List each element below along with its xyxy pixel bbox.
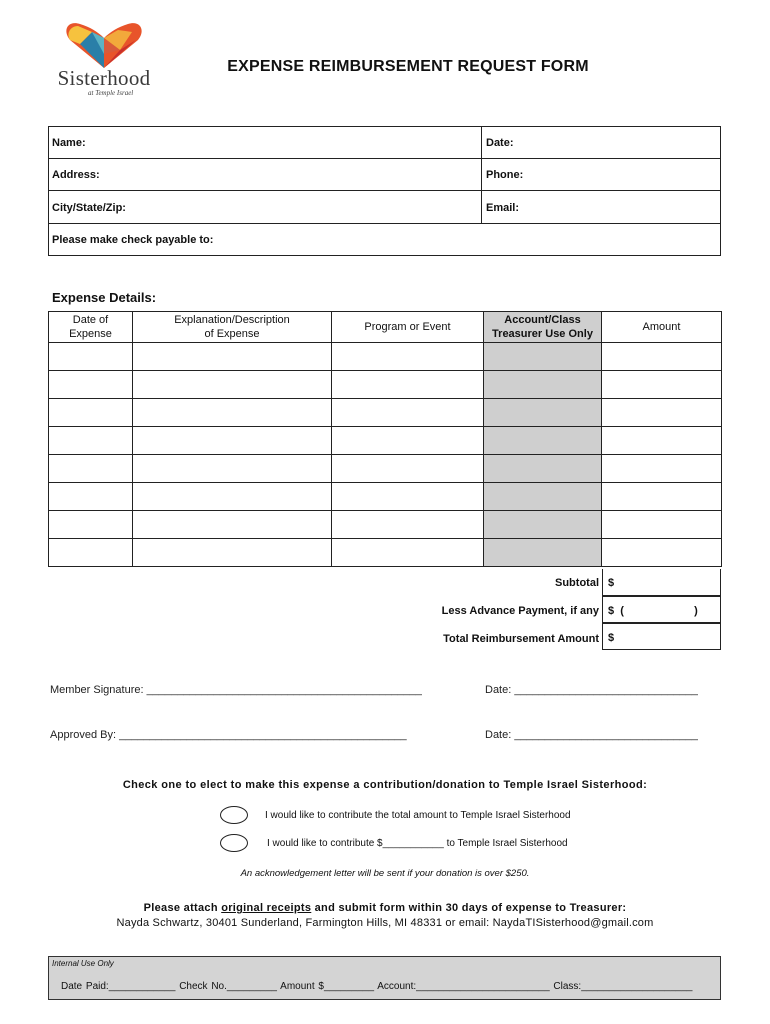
advance-field[interactable] [602,596,721,623]
internal-use-title: Internal Use Only [52,959,114,968]
col-date-header: Date of Expense [49,312,133,343]
table-header-row [49,312,722,343]
subtotal-field[interactable] [602,569,721,596]
table-row[interactable] [49,343,722,371]
name-field[interactable]: Name: [52,137,86,149]
table-row[interactable] [49,371,722,399]
subtotal-dollar: $ [608,577,615,589]
table-row[interactable] [49,427,722,455]
expense-details-heading: Expense Details: [52,290,157,305]
internal-use-box [48,956,721,1000]
table-row[interactable] [49,483,722,511]
table-row[interactable] [49,511,722,539]
col-program-header: Program or Event [332,312,484,343]
advance-label: Less Advance Payment, if any [441,605,599,617]
approved-by-line[interactable]: Approved By: _______________________________________________ [50,729,407,741]
advance-value: $ ( ) [608,605,698,617]
table-row[interactable] [49,399,722,427]
original-receipts-text: original receipts [221,902,312,914]
col-description-header: Explanation/Description of Expense [133,312,332,343]
attach-instructions: Please attach original receipts and submit form within 30 days of expense to Treasurer: [143,902,627,914]
email-field[interactable]: Email: [486,202,520,214]
donation-heading: Check one to elect to make this expense a contribution/donation to Temple Israel Sisterhood: [122,779,648,791]
date-field[interactable]: Date: [486,137,514,149]
acknowledgement-note: An acknowledgement letter will be sent if your donation is over $250. [240,868,530,879]
internal-use-fields[interactable]: Date Paid:____________ Check No._________ Amount $_________ Account:________________________ Class:____________________ [61,981,693,992]
info-row-city [49,192,720,224]
contribute-total-radio[interactable] [220,806,248,824]
applicant-info-box [48,126,721,256]
total-dollar: $ [608,632,615,644]
member-date-line[interactable]: Date: ______________________________ [485,684,698,696]
contribute-amount-radio[interactable] [220,834,248,852]
info-row-name [49,127,720,159]
table-row[interactable] [49,539,722,567]
info-row-payable [49,224,720,256]
treasurer-contact: Nayda Schwartz, 30401 Sunderland, Farmington Hills, MI 48331 or email: NaydaTISisterhood@gmail.com [116,917,654,929]
info-row-address [49,159,720,191]
payable-to-field[interactable]: Please make check payable to: [52,234,214,246]
total-label: Total Reimbursement Amount [443,633,599,645]
member-signature-line[interactable]: Member Signature: _____________________________________________ [50,684,422,696]
subtotal-label: Subtotal [555,577,599,589]
phone-field[interactable]: Phone: [486,169,524,181]
contribute-total-label: I would like to contribute the total amount to Temple Israel Sisterhood [265,810,571,821]
col-amount-header: Amount [602,312,722,343]
logo-subtitle: at Temple Israel [88,89,134,97]
page-title: EXPENSE REIMBURSEMENT REQUEST FORM [227,58,589,75]
city-state-zip-field[interactable]: City/State/Zip: [52,202,126,214]
address-field[interactable]: Address: [52,169,100,181]
total-field[interactable] [602,623,721,650]
expense-table [48,311,722,567]
contribute-amount-label: I would like to contribute $___________ to Temple Israel Sisterhood [267,838,568,849]
logo-wordmark: Sisterhood [57,66,151,90]
approved-date-line[interactable]: Date: ______________________________ [485,729,698,741]
col-account-header: Account/Class Treasurer Use Only [484,312,602,343]
table-row[interactable] [49,455,722,483]
